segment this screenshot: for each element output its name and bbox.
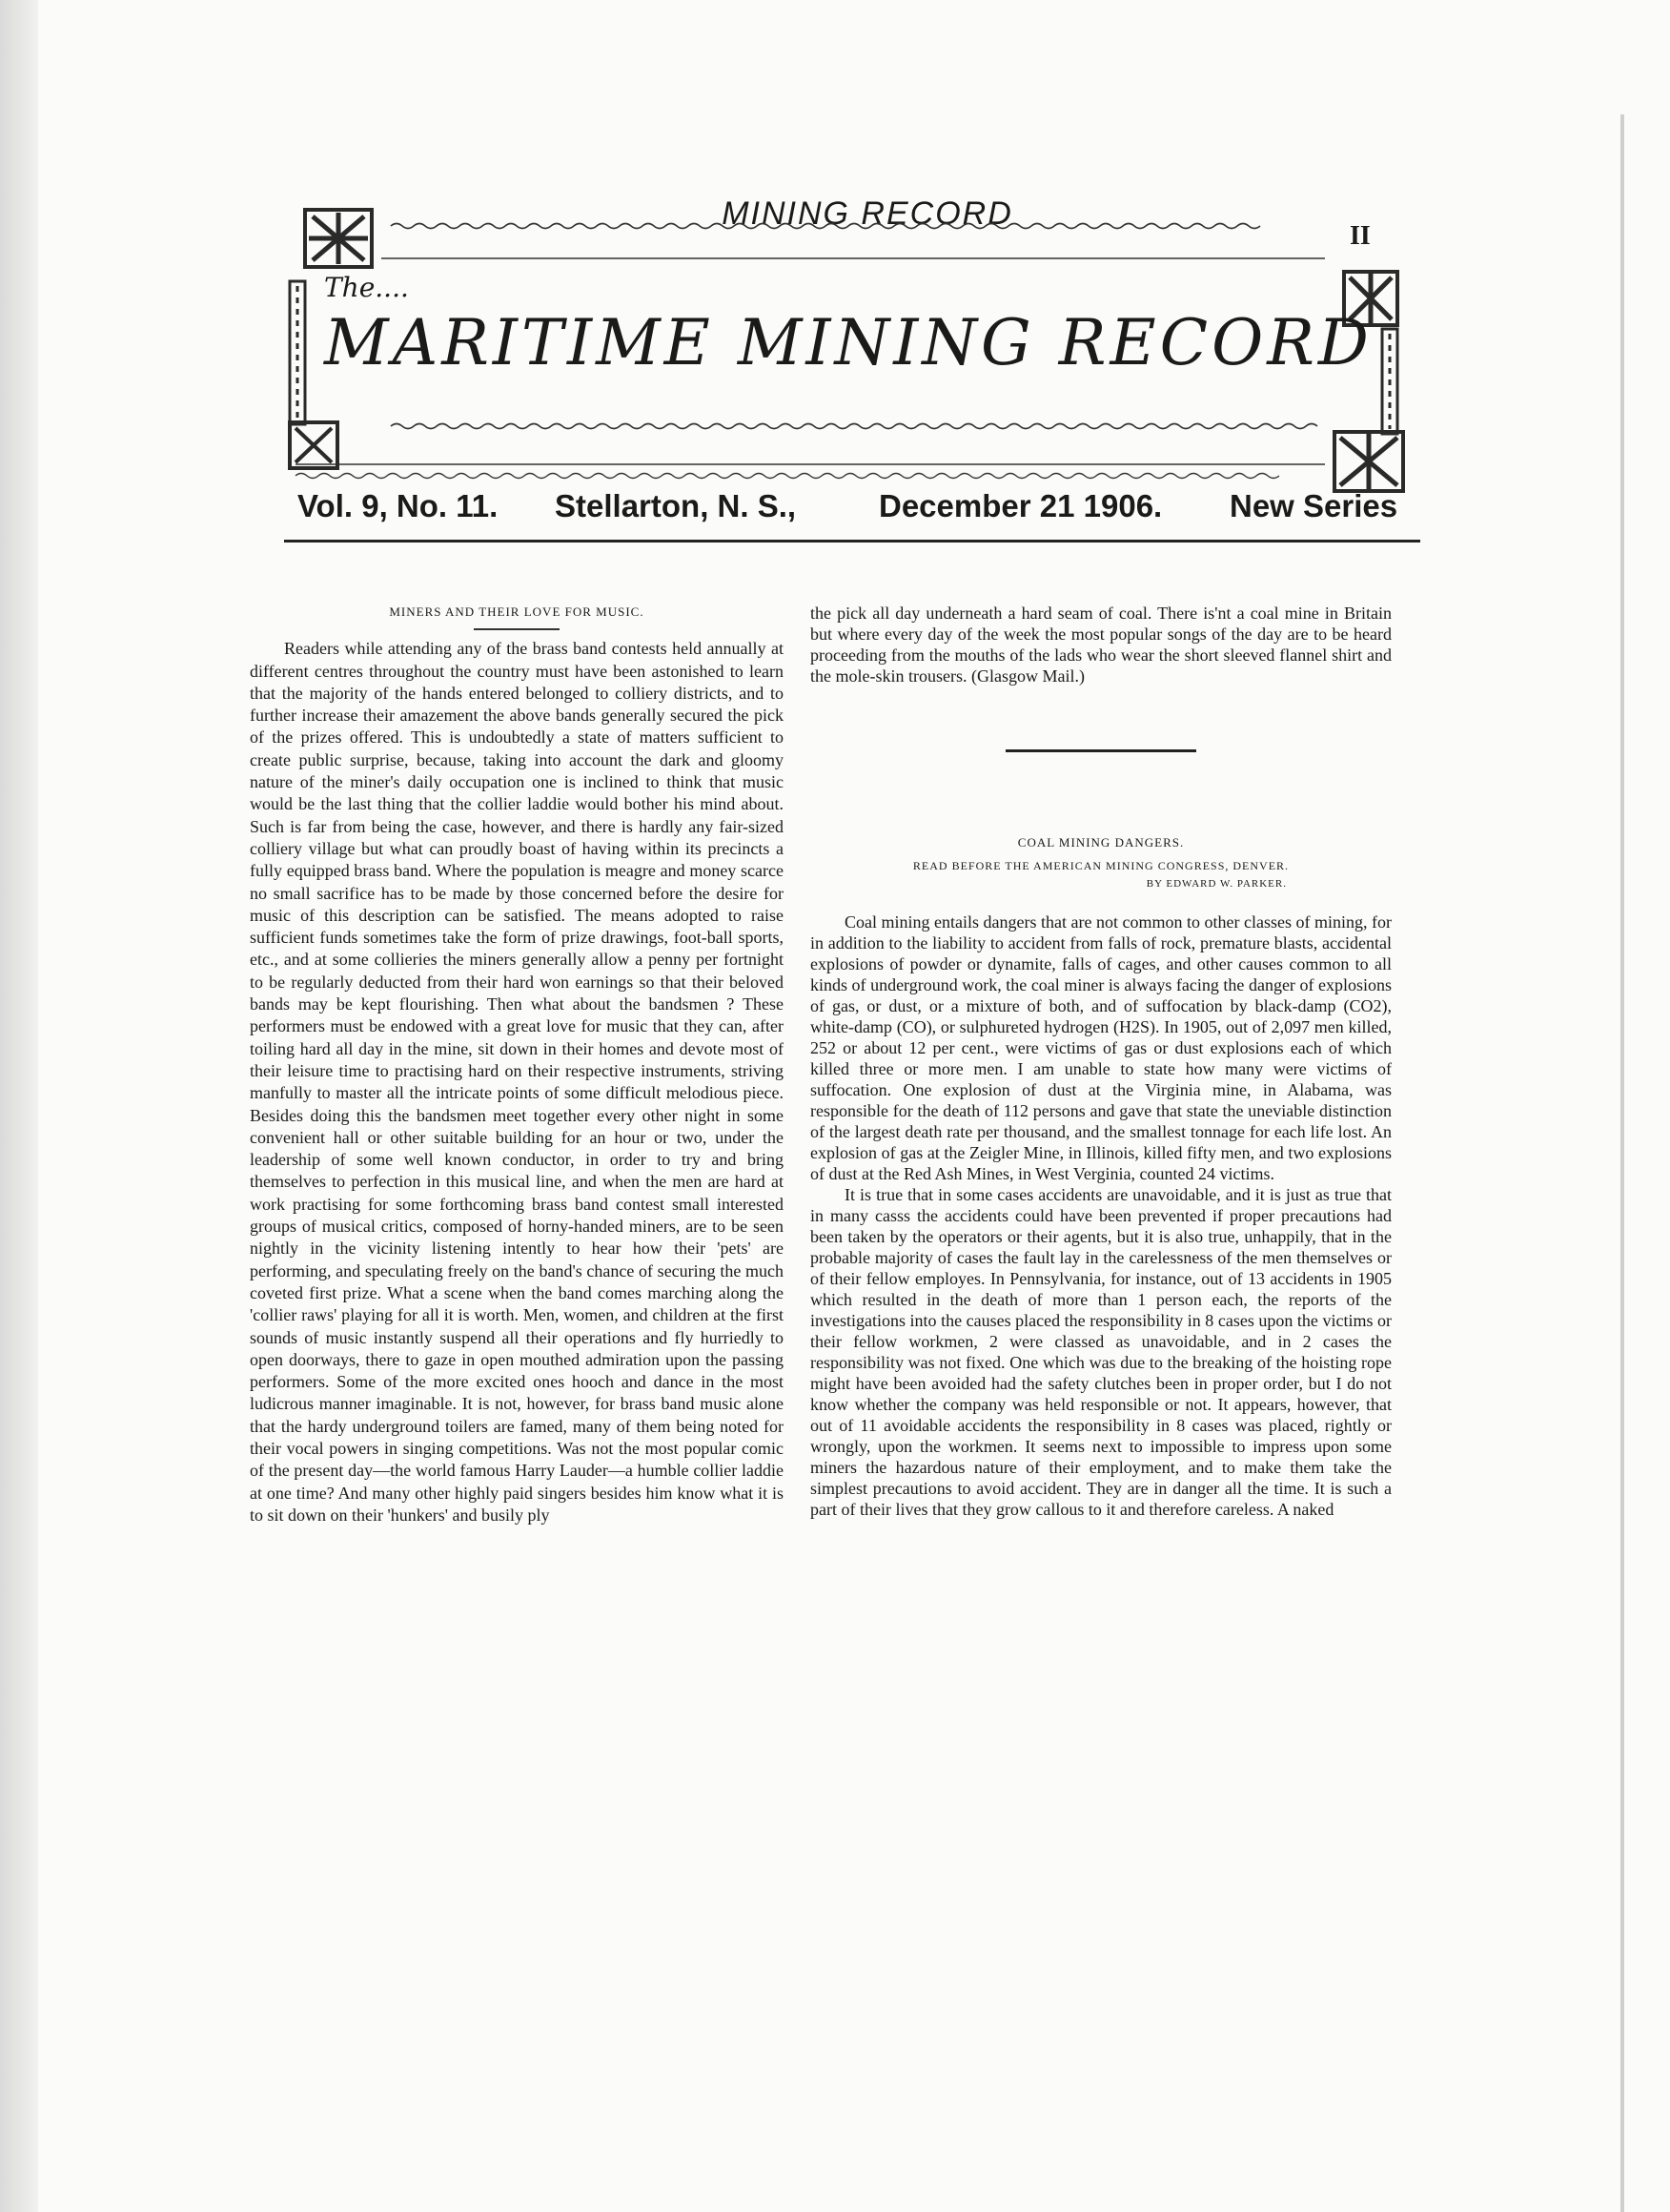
article1-body: Readers while attending any of the brass band contests held annually at different centres throughout the country must have been astonished to learn that the majority of the hands entered belonged to colliery districts, and to further increase their amazement the above bands generally secured the pick of the prizes offered. This is undoubtedly a state of matters sufficient to create public surprise, because, taking into account the dark and gloomy nature of the miner's daily occupation one is inclined to think that music would be the last thing that the collier laddie would bother his mind about. Such is far from being the case, however, and there is hardly any fair-sized colliery village but what can proudly boast of having within its precincts a fully equipped brass band. Where the population is meagre and money scarce no small sacrifice has to be made by those concerned before the desire for music of this description can be satisfied. The means adopted to raise sufficient funds sometimes take the form of prize drawings, foot-ball sports, etc., and at some collieries the miners generally allow a penny per fortnight to be regularly deducted from their hard won earnings so that their beloved bands may be kept flourishing. Then what about the bandsmen ? These performers must be endowed with a great love for music that they can, after toiling hard all day in the mine, sit down in their homes and devote most of their leisure time to practising hard on their respective instruments, striving manfully to master all the intricate points of some difficult melodious piece. Besides doing this the bandsmen meet together every other night in some convenient hall or other suitable building for an hour or two, under the leadership of some well known conductor, in order to try and bring themselves to perfection in this musical line, and when the men are hard at work practising for some forthcoming brass band contest small interested groups of musical critics, composed of horny-handed miners, are to be seen nightly in the vicinity listening intently to hear how their 'pets' are performing, and speculating freely on the band's chance of securing the much coveted first prize. What a scene when the band comes marching along the 'collier raws' playing for all it is worth. Men, women, and children at the first sounds of music instantly suspend all their operations and fly hurriedly to open doorways, there to gaze in open mouthed admiration upon the passing performers. Some of the more excited ones hooch and dance in the most ludicrous manner imaginable. It is not, however, for brass band music alone that the hardy underground toilers are famed, many of them being noted for their vocal powers in singing competitions. Was not the most popular comic of the present day—the world famous Harry Lauder—a humble collier laddie at one time? And many other highly paid singers besides him know what it is to sit down on their 'hunkers' and busily ply <box>250 639 784 1525</box>
corner-ornament-right <box>1334 272 1403 491</box>
article2-paragraph-2: It is true that in some cases accidents are unavoidable, and it is just as true that in many casss the accidents could have been prevented if proper precautions had been taken by the operators or their agents, but it is also true, unhappily, that in the probable majority of cases the fault lay in the carelessness of the men themselves or of their fellow employes. In Pennsylvania, for instance, out of 13 accidents in 1905 which resulted in the death of more than 1 person each, the reports of the investigations into the causes placed the responsibility in 8 cases upon the victims or their fellow workmen, 2 were classed as unavoidable, and in 2 cases the responsibility was not fixed. One which was due to the breaking of the hoisting rope might have been avoided had the safety clutches been in proper order, but I do not know whether the company was held responsible or not. It appears, however, that out of 11 avoidable accidents the responsibility in 8 cases was placed, rightly or wrongly, upon the workmen. It seems next to impossible to impress upon some miners the hazardous nature of their employment, and to make them take the simplest precautions to avoid accident. They are in danger all the time. It is such a part of their lives that they grow callous to it and therefore careless. A naked <box>810 1185 1392 1519</box>
article-divider <box>1006 749 1196 752</box>
dateline-volume: Vol. 9, No. 11. <box>297 488 499 523</box>
dateline-date: December 21 1906. <box>879 488 1163 523</box>
article1-title: MINERS AND THEIR LOVE FOR MUSIC. <box>389 604 644 619</box>
dateline <box>295 488 1420 545</box>
article1-title-rule <box>474 628 560 630</box>
article2-paragraph-1: Coal mining entails dangers that are not common to other classes of mining, for in addition to the liability to accident from falls of rock, premature blasts, accidental explosions of powder or dynamite, falls of cages, and other causes common to all kinds of underground work, the coal miner is always facing the danger of explosions of gas, or dust, or a mixture of both, and of suffocation by black-damp (CO2), white-damp (CO), or sulphureted hydrogen (H2S). In 1905, out of 2,097 men killed, 252 or about 12 per cent., were victims of gas or dust explosions each of which killed three or more men. I am unable to state how many were victims of suffocation. One explosion of dust at the Virginia mine, in Alabama, was responsible for the death of 112 persons and gave that state the uneviable distinction of the largest death rate per thousand, and the smallest tonnage for each life lost. An explosion of gas at the Zeigler Mine, in Illinois, killed fifty men, and two explosions of dust at the Red Ash Mines, in West Verginia, counted 24 victims. <box>810 912 1392 1183</box>
page-gutter-shadow <box>0 0 38 2212</box>
page-number: II <box>1350 221 1371 251</box>
column-right <box>810 603 1392 1956</box>
dateline-rule <box>284 540 1420 543</box>
article1-continuation: the pick all day underneath a hard seam of coal. There is'nt a coal mine in Britain but where every day of the week the most popular songs of the day are to be heard proceeding from the mouths of the lads who wear the short sleeved flannel shirt and the mole-skin trousers. (Glasgow Mail.) <box>810 604 1392 686</box>
dateline-series: New Series <box>1230 488 1398 523</box>
article2-byline: BY EDWARD W. PARKER. <box>1146 878 1287 890</box>
dateline-place: Stellarton, N. S., <box>555 488 797 523</box>
masthead-title: MARITIME MINING RECORD <box>324 306 1373 379</box>
article2-subtitle: READ BEFORE THE AMERICAN MINING CONGRESS, DENVER. <box>912 859 1290 872</box>
masthead-the: The.... <box>324 272 409 303</box>
article2-title: COAL MINING DANGERS. <box>1017 835 1185 850</box>
masthead <box>286 205 1420 501</box>
running-head: MINING RECORD <box>722 195 1013 232</box>
column-left <box>250 601 784 1936</box>
page-right-edge <box>1620 114 1624 2212</box>
